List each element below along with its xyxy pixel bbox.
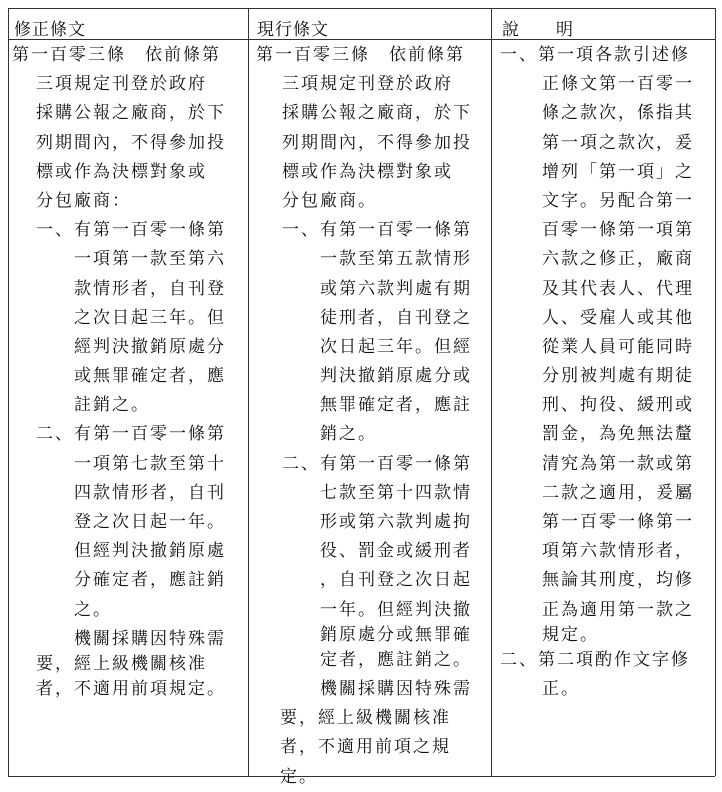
table-border-left: [8, 8, 9, 776]
text-line: 罰金，為免無法釐: [542, 424, 694, 445]
text-line: 六款之修正，廠商: [542, 249, 694, 270]
text-line: 分包廠商：: [36, 190, 131, 211]
text-line: 列期間內，不得參加投: [36, 132, 226, 153]
text-line: 無罪確定者，應註: [320, 395, 472, 416]
text-line: 一、第一項各款引述修: [500, 45, 690, 65]
text-line: 徒刑者，自刊登之: [320, 307, 472, 328]
text-line: 者，不適用前項之規: [280, 737, 451, 758]
text-line: 銷原處分或無罪確: [320, 624, 472, 645]
text-line: ，自刊登之次日起: [320, 570, 472, 591]
table-border-right: [715, 8, 716, 776]
text-line: 採購公報之廠商，於下: [282, 103, 472, 124]
text-line: 三項規定刊登於政府: [36, 74, 207, 95]
text-line: 條之款次，係指其: [542, 103, 694, 124]
text-line: 或無罪確定者，應: [74, 366, 226, 387]
text-line: 機關採購因特殊需: [74, 628, 226, 649]
text-line: 機關採購因特殊需: [320, 678, 472, 699]
text-line: 第一項之款次，爰: [542, 132, 694, 153]
text-line: 定者，應註銷之。: [320, 649, 472, 670]
text-line: 無論其刑度，均修: [542, 570, 694, 591]
header-divider: [8, 39, 715, 40]
header-current-text: 現行條文: [257, 20, 329, 40]
text-line: 要，經上級機關核准: [36, 653, 207, 674]
text-line: 役、罰金或緩刑者: [320, 541, 472, 562]
text-line: 一、有第一百零一條第: [282, 220, 472, 241]
text-line: 刑、拘役、緩刑或: [542, 395, 694, 416]
text-line: 經判決撤銷原處分: [74, 336, 226, 357]
current-text-cell: [256, 41, 472, 792]
text-line: 正為適用第一款之: [542, 599, 694, 620]
text-line: 正條文第一百零一: [542, 74, 694, 95]
text-line: 四款情形者，自刊: [74, 482, 226, 503]
text-line: 二、有第一百零一條第: [36, 424, 226, 445]
text-line: 二款之適用，爰屬: [542, 482, 694, 503]
text-line: 文字。另配合第一: [542, 190, 694, 211]
text-line: 第一百零三條 依前條第: [12, 45, 221, 65]
text-line: 形或第六款判處拘: [320, 512, 472, 532]
text-line: 人、受雇人或其他: [542, 307, 694, 328]
table-border-top: [8, 8, 715, 9]
text-line: 定。: [280, 766, 318, 787]
text-line: 之次日起三年。但: [74, 307, 226, 328]
text-line: 一年。但經判決撤: [320, 599, 472, 620]
text-line: 項第六款情形者，: [542, 541, 694, 562]
text-line: 從業人員可能同時: [542, 336, 694, 357]
text-line: 之。: [74, 599, 112, 620]
text-line: 及其代表人、代理: [542, 278, 694, 299]
text-line: 二、有第一百零一條第: [282, 453, 472, 474]
text-line: 正。: [542, 678, 580, 699]
text-line: 七款至第十四款情: [320, 482, 472, 503]
text-line: 採購公報之廠商，於下: [36, 103, 226, 124]
text-line: 增列「第一項」之: [542, 161, 694, 182]
text-line: 登之次日起一年。: [74, 512, 226, 532]
text-line: 者，不適用前項規定。: [36, 678, 226, 699]
text-line: 第一百零一條第一: [542, 512, 694, 532]
text-line: 次日起三年。但經: [320, 336, 472, 357]
text-line: 標或作為決標對象或: [36, 161, 207, 182]
text-line: 分確定者，應註銷: [74, 570, 226, 591]
text-line: 規定。: [542, 624, 599, 645]
text-line: 判決撤銷原處分或: [320, 366, 472, 387]
text-line: 清究為第一款或第: [542, 453, 694, 474]
text-line: 百零一條第一項第: [542, 220, 694, 241]
text-line: 一項第一款至第六: [74, 249, 226, 270]
text-line: 列期間內，不得參加投: [282, 132, 472, 153]
column-divider-1: [248, 8, 249, 776]
column-divider-2: [491, 8, 492, 776]
text-line: 三項規定刊登於政府: [282, 74, 453, 95]
explanation-cell: [500, 41, 694, 704]
text-line: 標或作為決標對象或: [282, 161, 453, 182]
amended-text-cell: [12, 41, 226, 704]
header-amended-text: 修正條文: [14, 20, 86, 40]
text-line: 分包廠商。: [282, 190, 377, 211]
header-explanation: 說 明: [502, 20, 574, 40]
text-line: 或第六款判處有期: [320, 278, 472, 299]
text-line: 註銷之。: [74, 395, 150, 416]
text-line: 但經判決撤銷原處: [74, 541, 226, 562]
text-line: 第一百零三條 依前條第: [256, 45, 465, 65]
text-line: 一、有第一百零一條第: [36, 220, 226, 241]
text-line: 一款至第五款情形: [320, 249, 472, 270]
text-line: 二、第二項酌作文字修: [500, 649, 690, 670]
text-line: 銷之。: [320, 424, 377, 445]
text-line: 要，經上級機關核准: [280, 708, 451, 729]
text-line: 款情形者，自刊登: [74, 278, 226, 299]
text-line: 分別被判處有期徒: [542, 366, 694, 387]
text-line: 一項第七款至第十: [74, 453, 226, 474]
